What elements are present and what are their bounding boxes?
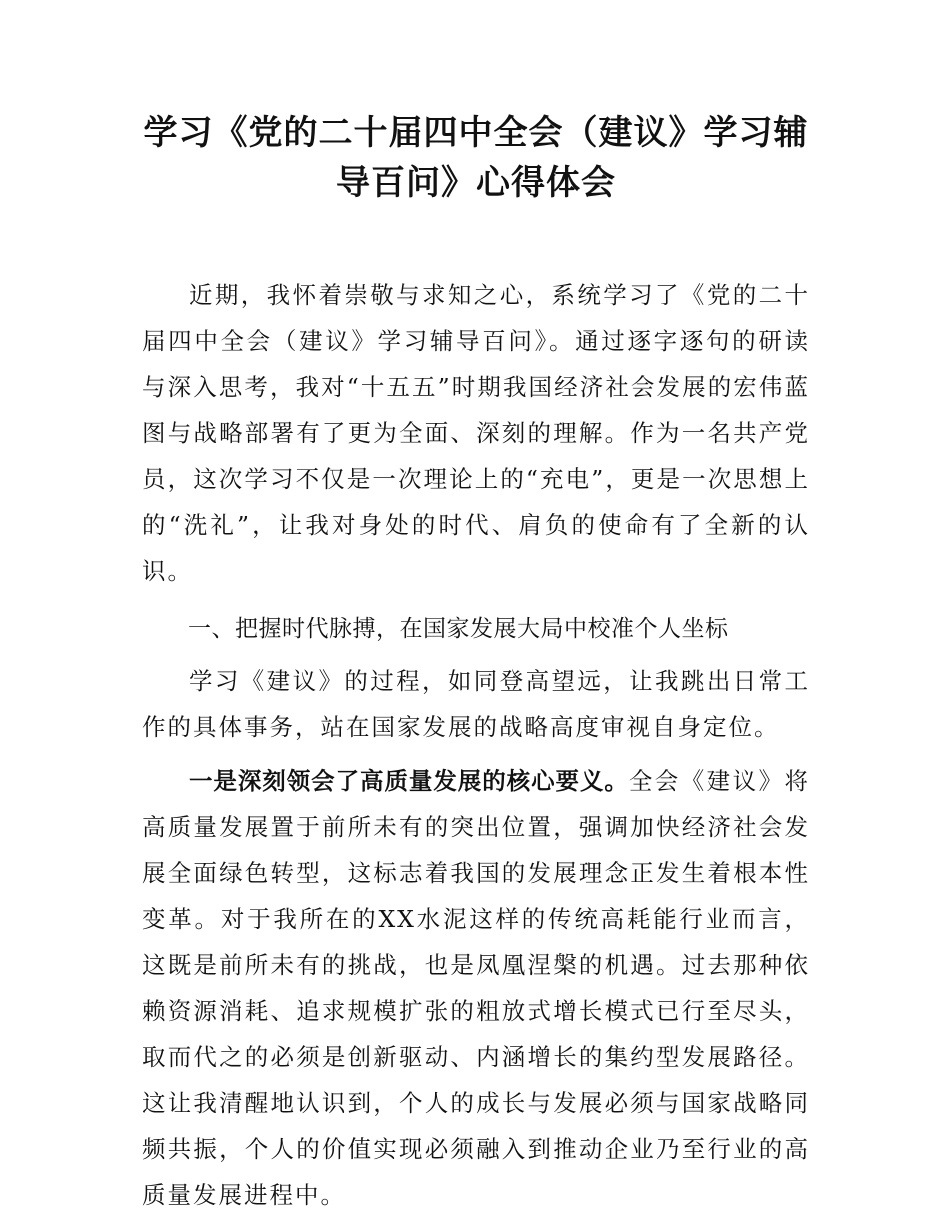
point-1-paragraph — [142, 758, 810, 1218]
point-1-lead: 一是深刻领会了高质量发展的核心要义。 — [189, 767, 629, 795]
intro-paragraph: 近期，我怀着崇敬与求知之心，系统学习了《党的二十届四中全会（建议》学习辅导百问》。通过逐字逐句的研读与深入思考，我对“十五五”时期我国经济社会发展的宏伟蓝图与战略部署有了更为全面、深刻的理解。作为一名共产党员，这次学习不仅是一次理论上的“充电”，更是一次思想上的“洗礼”，让我对身处的时代、肩负的使命有了全新的认识。 — [142, 281, 810, 585]
document-page — [142, 108, 810, 1218]
section-heading-1: 一、把握时代脉搏，在国家发展大局中校准个人坐标 — [188, 616, 729, 642]
point-1-body: 全会《建议》将高质量发展置于前所未有的突出位置，强调加快经济社会发展全面绿色转型，这标志着我国的发展理念正发生着根本性变革。对于我所在的XX水泥这样的传统高耗能行业而言，这既是前所未有的挑战，也是凤凰涅槃的机遇。过去那种依赖资源消耗、追求规模扩张的粗放式增长模式已行至尽头，取而代之的必须是创新驱动、内涵增长的集约型发展路径。这让我清醒地认识到，个人的成长与发展必须与国家战略同频共振，个人的价值实现必须融入到推动企业乃至行业的高质量发展进程中。 — [142, 767, 810, 1209]
spacer — [142, 750, 810, 758]
document-title: 学习《党的二十届四中全会（建议》学习辅导百问》心得体会 — [143, 113, 809, 203]
section-1-intro-paragraph: 学习《建议》的过程，如同登高望远，让我跳出日常工作的具体事务，站在国家发展的战略高度审视自身定位。 — [142, 667, 810, 741]
spacer — [142, 594, 810, 602]
document-body — [142, 272, 810, 1218]
